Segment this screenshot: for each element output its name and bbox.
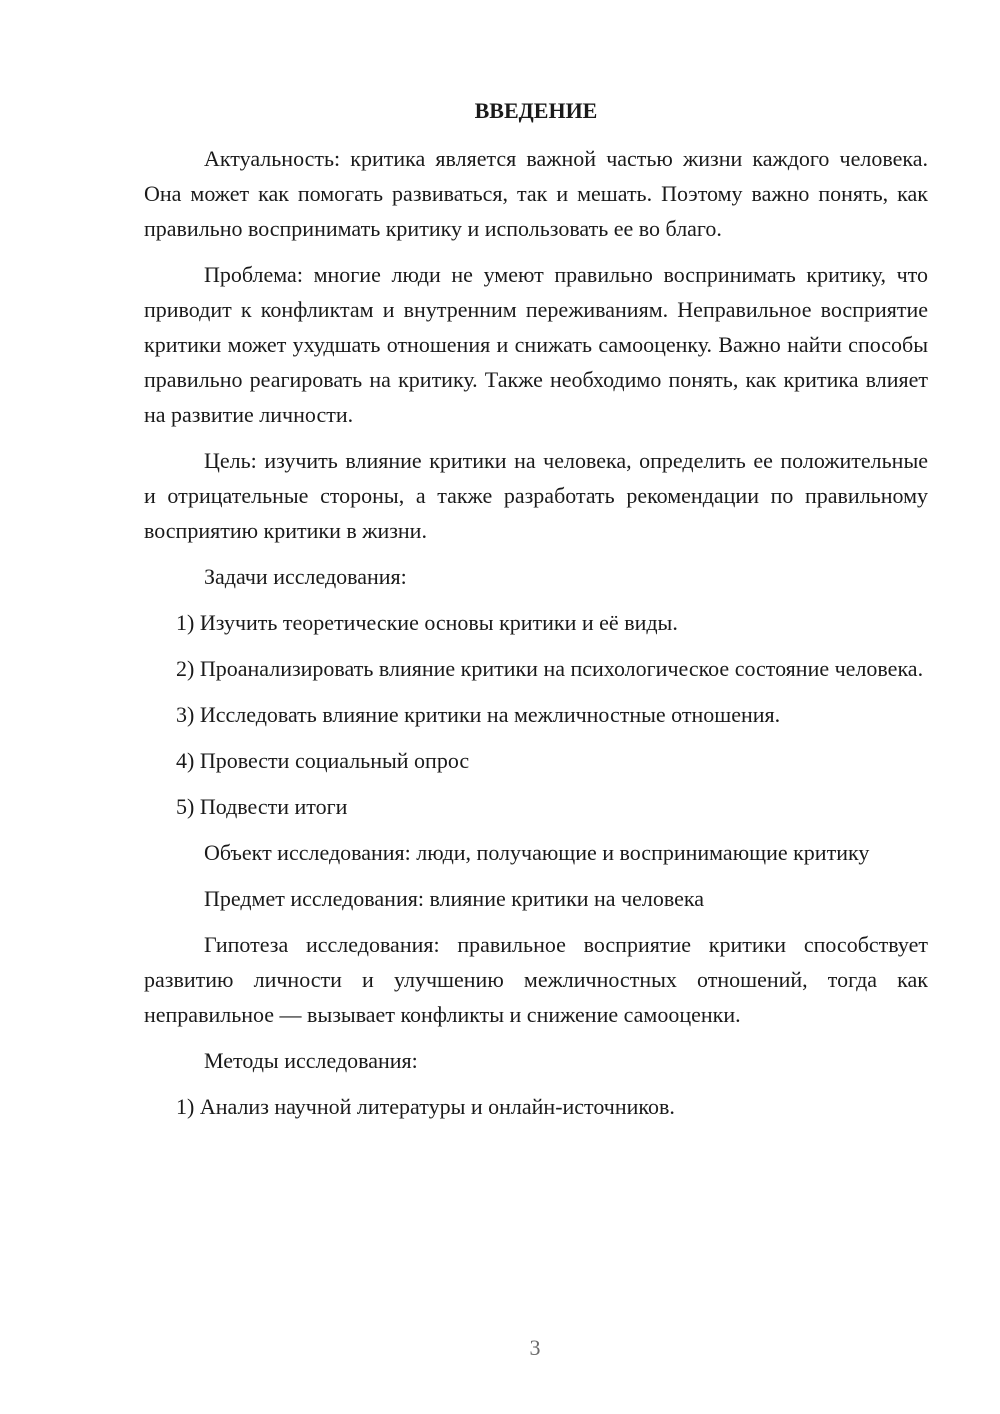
tasks-heading: Задачи исследования: [204,564,407,589]
page-title: ВВЕДЕНИЕ [474,98,598,123]
page-number: 3 [529,1335,541,1360]
problem-paragraph: Проблема: многие люди не умеют правильно воспринимать критику, что приводит к конфликтам и внутренним переживаниям. Неправильное восприятие критики может ухудшать отношения и снижать самооценку. Важно найти способы правильно реагировать на критику. Также необходимо понять, как критика влияет на развитие личности. [144,262,928,427]
task-item-4: 4) Провести социальный опрос [176,748,470,773]
task-item-5: 5) Подвести итоги [176,794,348,819]
method-item-1: 1) Анализ научной литературы и онлайн-источников. [176,1094,675,1119]
goal-paragraph: Цель: изучить влияние критики на человека, определить ее положительные и отрицательные стороны, а также разработать рекомендации по правильному восприятию критики в жизни. [144,448,928,543]
task-item-2: 2) Проанализировать влияние критики на психологическое состояние человека. [176,656,924,681]
relevance-paragraph: Актуальность: критика является важной частью жизни каждого человека. Она может как помогать развиваться, так и мешать. Поэтому важно понять, как правильно воспринимать критику и использовать ее во благо. [144,146,928,241]
hypothesis-paragraph: Гипотеза исследования: правильное восприятие критики способствует развитию личности и улучшению межличностных отношений, тогда как неправильное — вызывает конфликты и снижение самооценки. [144,932,928,1027]
subject-paragraph: Предмет исследования: влияние критики на человека [204,886,705,911]
methods-heading: Методы исследования: [204,1048,418,1073]
task-item-1: 1) Изучить теоретические основы критики и её виды. [176,610,678,635]
object-paragraph: Объект исследования: люди, получающие и воспринимающие критику [204,840,870,865]
document-body [144,96,928,1135]
task-item-3: 3) Исследовать влияние критики на межличностные отношения. [176,702,781,727]
